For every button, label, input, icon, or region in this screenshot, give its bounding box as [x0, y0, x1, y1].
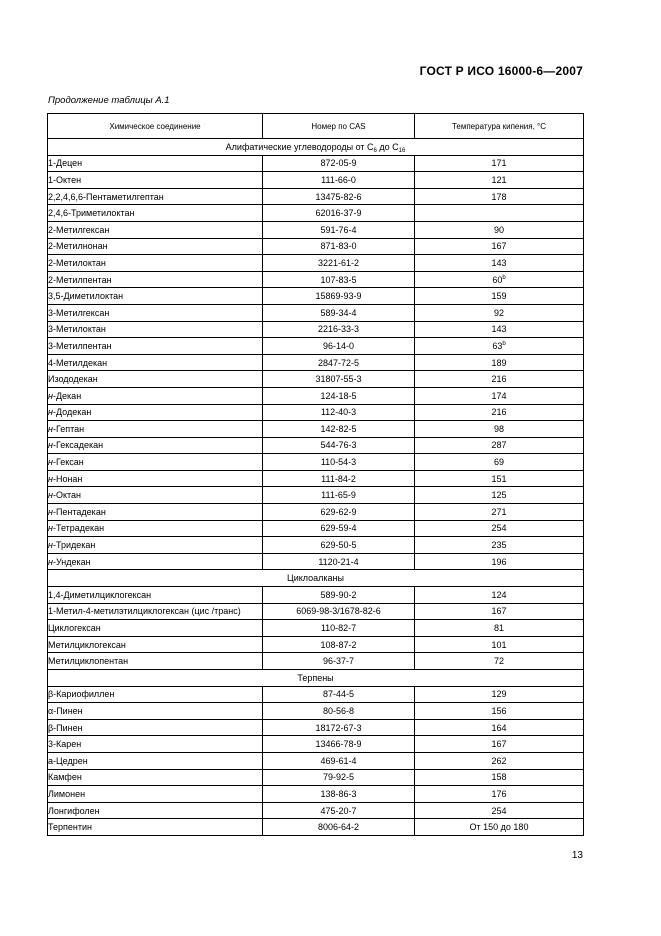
compound-prefix: н — [48, 556, 53, 567]
table-row — [48, 188, 584, 205]
boiling-point: 262 — [491, 755, 507, 766]
compound-name-cell — [48, 221, 263, 238]
boiling-point-cell — [415, 819, 584, 836]
compound-name-cell — [48, 271, 263, 288]
table-caption: Продолжение таблицы А.1 — [48, 95, 170, 106]
table-row — [48, 470, 584, 487]
cas-number: 871-83-0 — [263, 238, 415, 255]
compound-name-cell — [48, 354, 263, 371]
boiling-point-cell — [415, 719, 584, 736]
table-row — [48, 620, 584, 637]
section-title — [48, 670, 584, 687]
boiling-point-cell — [415, 786, 584, 803]
section-title-text: Циклоалканы — [287, 573, 344, 584]
cas-number: 110-82-7 — [263, 620, 415, 637]
table-row — [48, 404, 584, 421]
table-row — [48, 454, 584, 471]
compound-name-cell — [48, 752, 263, 769]
boiling-point: 156 — [491, 705, 507, 716]
compound-name-cell — [48, 205, 263, 222]
compound-name: Метилциклогексан — [48, 639, 126, 650]
compound-name-cell — [48, 769, 263, 786]
cas-number: 87-44-5 — [263, 686, 415, 703]
compound-name-cell — [48, 703, 263, 720]
compound-name-cell — [48, 620, 263, 637]
table-row — [48, 387, 584, 404]
compound-name-cell — [48, 786, 263, 803]
boiling-point-cell — [415, 504, 584, 521]
table-row — [48, 752, 584, 769]
boiling-point: 151 — [491, 473, 507, 484]
table-row — [48, 786, 584, 803]
compound-name: 3-Метилпентан — [48, 340, 112, 351]
boiling-point-cell — [415, 271, 584, 288]
cas-number: 6069-98-3/1678-82-6 — [263, 603, 415, 620]
cas-number: 13475-82-6 — [263, 188, 415, 205]
compound-name-cell — [48, 155, 263, 172]
compound-name: -Пентадекан — [52, 506, 106, 517]
table-header-row — [48, 114, 584, 139]
compound-name-cell — [48, 636, 263, 653]
cas-number: 589-90-2 — [263, 587, 415, 604]
document-standard-header: ГОСТ Р ИСО 16000-6—2007 — [419, 64, 583, 78]
section-title-subscript: 16 — [398, 147, 406, 154]
compound-name-cell — [48, 454, 263, 471]
compound-name-cell — [48, 437, 263, 454]
compound-name-cell — [48, 304, 263, 321]
boiling-point-cell — [415, 769, 584, 786]
section-title — [48, 139, 584, 156]
compound-name-cell — [48, 387, 263, 404]
boiling-point: 124 — [491, 589, 507, 600]
boiling-point-cell — [415, 752, 584, 769]
cas-number: 112-40-3 — [263, 404, 415, 421]
boiling-point: 164 — [491, 722, 507, 733]
section-title-text: до С — [376, 141, 399, 152]
compound-name: 4-Метилдекан — [48, 357, 108, 368]
compound-name: -Додекан — [52, 407, 92, 418]
cas-number: 475-20-7 — [263, 802, 415, 819]
boiling-point: От 150 до 180 — [469, 822, 529, 833]
boiling-point: 271 — [491, 506, 507, 517]
boiling-point: 178 — [491, 191, 507, 202]
section-title-text: Алифатические углеводороды от С — [225, 141, 374, 152]
compound-name-cell — [48, 338, 263, 355]
compound-name-cell — [48, 587, 263, 604]
section-title-text: Терпены — [297, 672, 334, 683]
table-row — [48, 304, 584, 321]
boiling-point-cell — [415, 155, 584, 172]
cas-number: 8006-64-2 — [263, 819, 415, 836]
boiling-point: 158 — [491, 772, 507, 783]
compound-name: -Нонан — [52, 473, 83, 484]
cas-number: 872-05-9 — [263, 155, 415, 172]
compound-name-cell — [48, 487, 263, 504]
table-row — [48, 603, 584, 620]
boiling-point-cell — [415, 188, 584, 205]
compound-name-cell — [48, 371, 263, 388]
boiling-point-cell — [415, 387, 584, 404]
cas-number: 79-92-5 — [263, 769, 415, 786]
boiling-point-cell — [415, 553, 584, 570]
boiling-point: 167 — [491, 606, 507, 617]
compound-name: 3-Метилгексан — [48, 307, 110, 318]
compound-name: Метилциклопентан — [48, 656, 129, 667]
compound-name-cell — [48, 603, 263, 620]
cas-number: 589-34-4 — [263, 304, 415, 321]
boiling-point-cell — [415, 221, 584, 238]
cas-number: 2216-33-3 — [263, 321, 415, 338]
compound-name-cell — [48, 719, 263, 736]
boiling-point: 254 — [491, 523, 507, 534]
table-row — [48, 205, 584, 222]
table-row — [48, 172, 584, 189]
cas-number: 629-59-4 — [263, 520, 415, 537]
cas-number: 1120-21-4 — [263, 553, 415, 570]
compound-name: 3-Метилоктан — [48, 324, 106, 335]
boiling-point-cell — [415, 321, 584, 338]
boiling-point-cell — [415, 537, 584, 554]
boiling-point-cell — [415, 686, 584, 703]
cas-number: 142-82-5 — [263, 421, 415, 438]
table-row — [48, 338, 584, 355]
compound-name-cell — [48, 736, 263, 753]
table-row — [48, 354, 584, 371]
boiling-point-cell — [415, 520, 584, 537]
cas-number: 15869-93-9 — [263, 288, 415, 305]
cas-number: 31807-55-3 — [263, 371, 415, 388]
compound-name: а-Цедрен — [48, 755, 88, 766]
compound-name: -Тетрадекан — [52, 523, 105, 534]
boiling-point-cell — [415, 470, 584, 487]
cas-number: 2847-72-5 — [263, 354, 415, 371]
compound-name-cell — [48, 321, 263, 338]
table-row — [48, 321, 584, 338]
boiling-point: 167 — [491, 241, 507, 252]
boiling-point-cell — [415, 603, 584, 620]
table-row — [48, 371, 584, 388]
compound-name: 3-Карен — [48, 739, 82, 750]
boiling-point-cell — [415, 238, 584, 255]
compound-name-cell — [48, 470, 263, 487]
compound-name-cell — [48, 255, 263, 272]
compound-prefix: н — [48, 473, 53, 484]
boiling-point: 125 — [491, 490, 507, 501]
boiling-point: 287 — [491, 440, 507, 451]
footnote-marker: b — [502, 274, 506, 281]
table-row — [48, 238, 584, 255]
table-row — [48, 553, 584, 570]
compound-name: β-Кариофиллен — [48, 689, 115, 700]
cas-number: 111-66-0 — [263, 172, 415, 189]
compound-prefix: н — [48, 523, 53, 534]
compound-name: 1-Октен — [48, 174, 82, 185]
cas-number: 13466-78-9 — [263, 736, 415, 753]
cas-number: 96-14-0 — [263, 338, 415, 355]
compound-name: -Декан — [52, 390, 82, 401]
compound-name: -Гексан — [52, 457, 84, 468]
cas-number: 591-76-4 — [263, 221, 415, 238]
table-row — [48, 504, 584, 521]
section-title-subscript: 6 — [373, 147, 377, 154]
compound-prefix: н — [48, 457, 53, 468]
table-row — [48, 271, 584, 288]
compound-table — [47, 113, 584, 836]
boiling-point: 63 — [492, 340, 503, 351]
compound-name-cell — [48, 421, 263, 438]
boiling-point: 121 — [491, 174, 507, 185]
header-compound: Химическое соединение — [48, 114, 263, 139]
compound-prefix: н — [48, 540, 53, 551]
boiling-point: 92 — [493, 307, 504, 318]
table-row — [48, 802, 584, 819]
compound-name: Лимонен — [48, 788, 86, 799]
boiling-point-cell — [415, 620, 584, 637]
table-row — [48, 255, 584, 272]
boiling-point-cell — [415, 172, 584, 189]
table-row — [48, 653, 584, 670]
compound-name-cell — [48, 686, 263, 703]
boiling-point: 176 — [491, 788, 507, 799]
boiling-point: 159 — [491, 291, 507, 302]
compound-name: Изододекан — [48, 374, 98, 385]
boiling-point-cell — [415, 802, 584, 819]
table-row — [48, 686, 584, 703]
compound-name: Циклогексан — [48, 623, 101, 634]
compound-name: 1-Метил-4-метилэтилциклогексан (цис /транс) — [48, 606, 241, 617]
table-row — [48, 437, 584, 454]
boiling-point: 129 — [491, 689, 507, 700]
table-row — [48, 487, 584, 504]
table-row — [48, 155, 584, 172]
boiling-point: 235 — [491, 540, 507, 551]
compound-name: 1,4-Диметилциклогексан — [48, 589, 152, 600]
compound-prefix: н — [48, 390, 53, 401]
footnote-marker: b — [502, 340, 506, 347]
compound-name: β-Пинен — [48, 722, 83, 733]
boiling-point-cell — [415, 354, 584, 371]
cas-number: 544-76-3 — [263, 437, 415, 454]
table-row — [48, 288, 584, 305]
boiling-point-cell — [415, 636, 584, 653]
compound-name: 3,5-Диметилоктан — [48, 291, 124, 302]
compound-name: Лонгифолен — [48, 805, 100, 816]
boiling-point-cell — [415, 653, 584, 670]
cas-number: 138-86-3 — [263, 786, 415, 803]
compound-name: Терпентин — [48, 822, 92, 833]
boiling-point: 81 — [493, 623, 504, 634]
boiling-point: 216 — [491, 374, 507, 385]
boiling-point-cell — [415, 404, 584, 421]
table-row — [48, 636, 584, 653]
compound-name: -Гексадекан — [52, 440, 104, 451]
compound-prefix: н — [48, 506, 53, 517]
compound-name: 2-Метилнонан — [48, 241, 108, 252]
compound-prefix: н — [48, 407, 53, 418]
cas-number: 110-54-3 — [263, 454, 415, 471]
compound-name-cell — [48, 172, 263, 189]
boiling-point-cell — [415, 338, 584, 355]
boiling-point: 143 — [491, 324, 507, 335]
boiling-point-cell — [415, 421, 584, 438]
cas-number: 3221-61-2 — [263, 255, 415, 272]
boiling-point-cell — [415, 205, 584, 222]
compound-name: 2-Метилгексан — [48, 224, 110, 235]
compound-name: 2,2,4,6,6-Пентаметилгептан — [48, 191, 164, 202]
table-row — [48, 587, 584, 604]
cas-number: 107-83-5 — [263, 271, 415, 288]
cas-number: 111-84-2 — [263, 470, 415, 487]
table-row — [48, 221, 584, 238]
table-row — [48, 520, 584, 537]
compound-prefix: н — [48, 423, 53, 434]
cas-number: 469-61-4 — [263, 752, 415, 769]
compound-name-cell — [48, 653, 263, 670]
compound-name: α-Пинен — [48, 705, 83, 716]
section-title — [48, 570, 584, 587]
cas-number: 629-62-9 — [263, 504, 415, 521]
boiling-point: 143 — [491, 257, 507, 268]
compound-name: -Октан — [52, 490, 81, 501]
section-row — [48, 570, 584, 587]
compound-name: -Ундекан — [52, 556, 91, 567]
boiling-point-cell — [415, 288, 584, 305]
compound-name: 2-Метилоктан — [48, 257, 106, 268]
compound-name: 2,4,6-Триметилоктан — [48, 208, 135, 219]
compound-name-cell — [48, 504, 263, 521]
compound-name-cell — [48, 537, 263, 554]
compound-prefix: н — [48, 440, 53, 451]
boiling-point-cell — [415, 736, 584, 753]
boiling-point: 174 — [491, 390, 507, 401]
compound-name: 1-Децен — [48, 158, 83, 169]
compound-name-cell — [48, 819, 263, 836]
boiling-point: 98 — [493, 423, 504, 434]
cas-number: 62016-37-9 — [263, 205, 415, 222]
table-row — [48, 769, 584, 786]
table-row — [48, 703, 584, 720]
boiling-point-cell — [415, 255, 584, 272]
boiling-point-cell — [415, 454, 584, 471]
cas-number: 108-87-2 — [263, 636, 415, 653]
table-row — [48, 719, 584, 736]
table-row — [48, 736, 584, 753]
boiling-point: 60 — [492, 274, 503, 285]
boiling-point: 69 — [493, 457, 504, 468]
cas-number: 111-65-9 — [263, 487, 415, 504]
boiling-point-cell — [415, 437, 584, 454]
compound-name-cell — [48, 802, 263, 819]
compound-name-cell — [48, 404, 263, 421]
section-row — [48, 139, 584, 156]
cas-number: 629-50-5 — [263, 537, 415, 554]
boiling-point-cell — [415, 487, 584, 504]
boiling-point: 101 — [491, 639, 507, 650]
cas-number: 124-18-5 — [263, 387, 415, 404]
boiling-point: 189 — [491, 357, 507, 368]
compound-prefix: н — [48, 490, 53, 501]
compound-name: -Тридекан — [52, 540, 96, 551]
compound-name-cell — [48, 553, 263, 570]
boiling-point: 90 — [493, 224, 504, 235]
header-boiling-point: Температура кипения, °С — [415, 114, 584, 139]
boiling-point: 171 — [491, 158, 507, 169]
compound-name: Камфен — [48, 772, 82, 783]
boiling-point-cell — [415, 587, 584, 604]
compound-name-cell — [48, 188, 263, 205]
boiling-point: 196 — [491, 556, 507, 567]
compound-name: 2-Метилпентан — [48, 274, 112, 285]
table-row — [48, 537, 584, 554]
compound-name-cell — [48, 288, 263, 305]
compound-name: -Гептан — [52, 423, 85, 434]
cas-number: 18172-67-3 — [263, 719, 415, 736]
boiling-point-cell — [415, 703, 584, 720]
section-row — [48, 670, 584, 687]
boiling-point: 216 — [491, 407, 507, 418]
boiling-point: 167 — [491, 739, 507, 750]
table-row — [48, 819, 584, 836]
page-number: 13 — [571, 850, 583, 861]
boiling-point-cell — [415, 304, 584, 321]
compound-name-cell — [48, 238, 263, 255]
boiling-point: 254 — [491, 805, 507, 816]
table-body — [48, 139, 584, 836]
boiling-point-cell — [415, 371, 584, 388]
cas-number: 96-37-7 — [263, 653, 415, 670]
boiling-point: 72 — [493, 656, 504, 667]
cas-number: 80-56-8 — [263, 703, 415, 720]
table-row — [48, 421, 584, 438]
header-cas: Номер по CAS — [263, 114, 415, 139]
compound-name-cell — [48, 520, 263, 537]
